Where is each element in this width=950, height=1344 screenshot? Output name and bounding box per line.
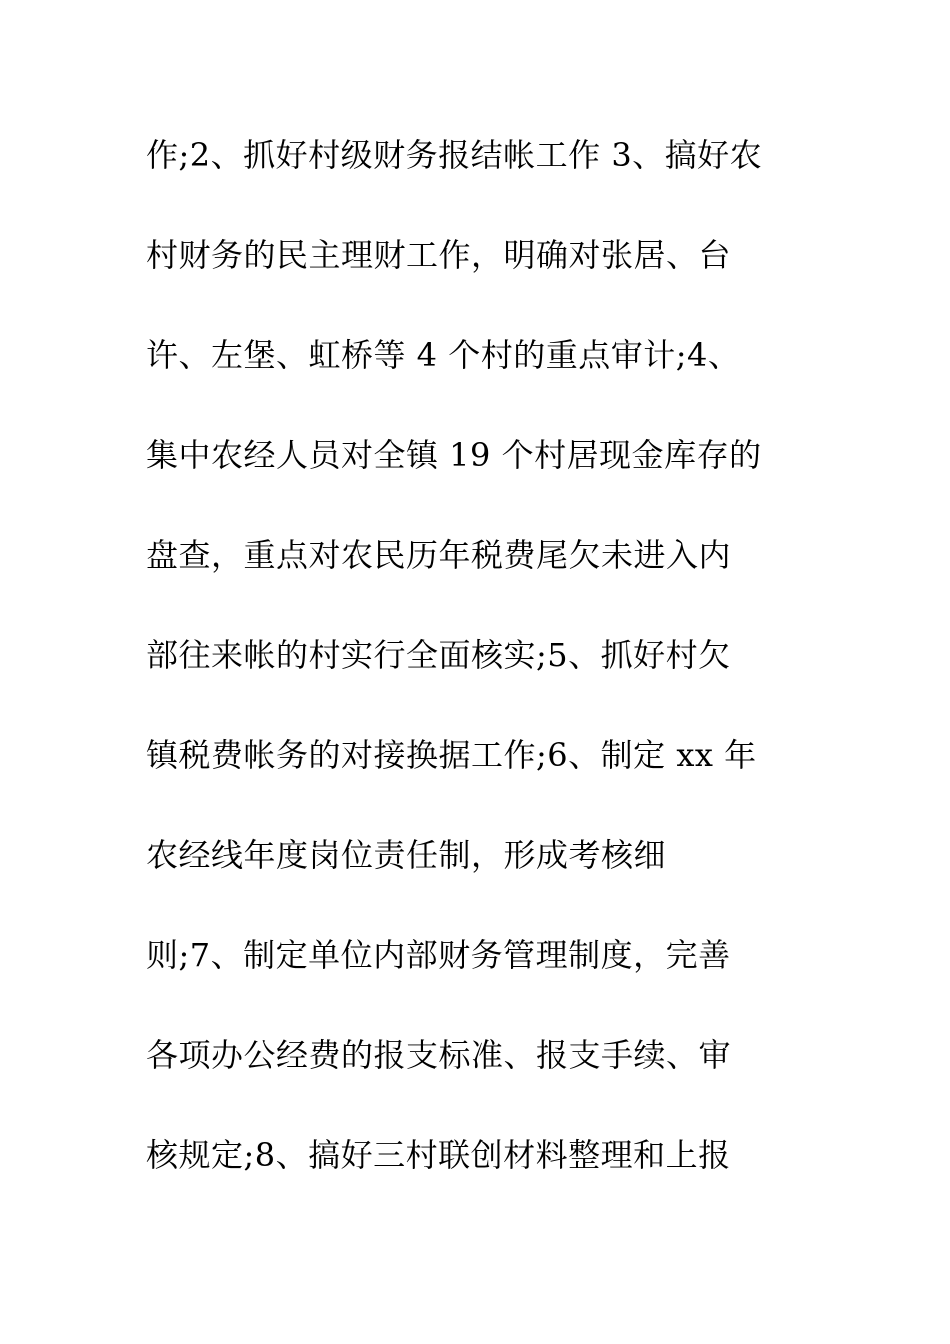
- text-line: 核规定;8、搞好三村联创材料整理和上报: [146, 1136, 731, 1174]
- text-line: 集中农经人员对全镇 19 个村居现金库存的: [146, 436, 762, 474]
- text-line: 作;2、抓好村级财务报结帐工作 3、搞好农: [146, 136, 763, 174]
- text-line: 镇税费帐务的对接换据工作;6、制定 xx 年: [146, 736, 757, 774]
- text-line: 各项办公经费的报支标准、报支手续、审: [146, 1036, 732, 1074]
- text-line: 村财务的民主理财工作，明确对张居、台: [146, 236, 732, 274]
- text-line: 农经线年度岗位责任制，形成考核细: [146, 836, 667, 874]
- body-text: [146, 125, 826, 1225]
- text-line: 则;7、制定单位内部财务管理制度，完善: [146, 936, 731, 974]
- text-line: 许、左堡、虹桥等 4 个村的重点审计;4、: [146, 336, 741, 374]
- text-line: 盘查，重点对农民历年税费尾欠未进入内: [146, 536, 732, 574]
- text-line: 部往来帐的村实行全面核实;5、抓好村欠: [146, 636, 731, 674]
